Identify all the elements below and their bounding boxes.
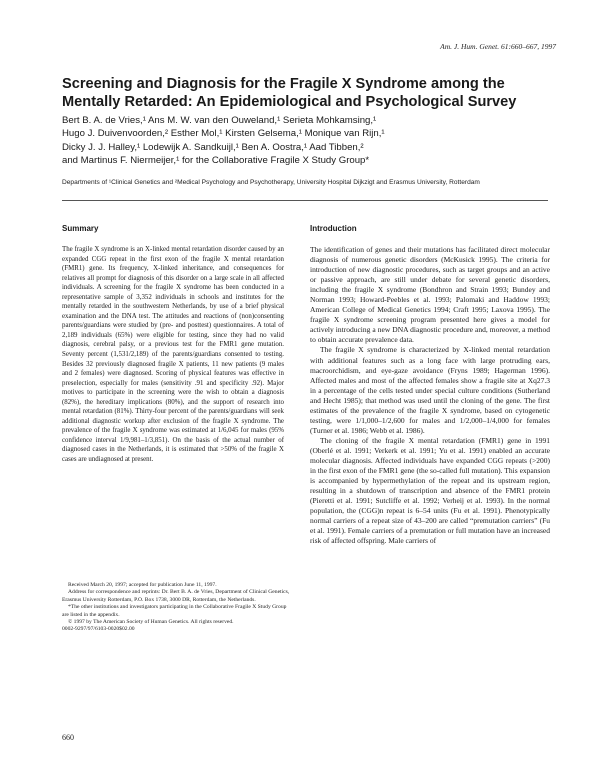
summary-heading: Summary bbox=[62, 224, 99, 233]
author-line: Hugo J. Duivenvoorden,² Esther Mol,¹ Kirsten Gelsema,¹ Monique van Rijn,¹ bbox=[62, 128, 385, 140]
intro-paragraph: The cloning of the fragile X mental retardation (FMR1) gene in 1991 (Oberlé et al. 1991; Verkerk et al. 1991; Yu et al. 1991) enabled an accurate molecular diagnosis. Affected individuals have expanded CGG repeats (>200) in the first exon of the FMR1 gene (the so-called full mutation). This expansion is accompanied by hypermethylation of the repeat and its upstream region, resulting in a shutdown of transcription and absence of the FMR1 protein (Pieretti et al. 1991; Sutcliffe et al. 1992; Verheij et al. 1993). In the normal population, the (CGG)n repeat is 6–54 units (Fu et al. 1991). Phenotypically normal carriers of a repeat size of 43–200 are called “premutation carriers” (Fu et al. 1991). Female carriers of a premutation or full mutation have an increased risk of affected offspring. Male carriers of bbox=[310, 435, 550, 546]
intro-paragraph: The identification of genes and their mutations has facilitated direct molecular diagnosis of numerous genetic disorders (McKusick 1995). The criteria for introduction of new diagnostic procedures, such as target groups and an active or passive approach, are still under debate for several genetic disorders, including the fragile X syndrome (Bondhron and Strain 1993; Bundey and Norman 1993; Howard-Peebles et al. 1993; Palomaki and Haddow 1993; American College of Medical Genetics 1994; Craft 1995; Laxova 1995). The fragile X syndrome screening program presented here gives a model for actively introducing a new DNA diagnostic procedure and, moreover, a method to obtain accurate prevalence data. bbox=[310, 245, 550, 345]
footnotes bbox=[62, 582, 292, 634]
page-number: 660 bbox=[62, 733, 74, 742]
author-line: and Martinus F. Niermeijer,¹ for the Collaborative Fragile X Study Group* bbox=[62, 155, 370, 167]
collaborators-note: *The other institutions and investigators participating in the Collaborative Fragile X Study Group are listed in the appendix. bbox=[62, 604, 287, 618]
author-list bbox=[62, 114, 542, 168]
summary-text: The fragile X syndrome is an X-linked mental retardation disorder caused by an expanded CGG repeat in the first exon of the fragile X mental retardation (FMR1) gene. Its frequency, X-linked inheritance, and consequences for relatives all prompt for diagnosis of this disorder on a large scale in all affected individuals. A screening for the fragile X syndrome has been conducted in a representative sample of 3,352 individuals in schools and institutes for the mentally retarded in the southwestern Netherlands, by use of a brief physical examination and the DNA test. The attitudes and reactions of (non)consenting parents/guardians were studied by (pre- and posttest) questionnaires. A total of 2,189 individuals (65%) were eligible for testing, since they had no valid diagnosis, cerebral palsy, or a previous test for the FMR1 gene mutation. Seventy percent (1,531/2,189) of the parents/guardians consented to testing. Besides 32 previously diagnosed fragile X patients, 11 new patients (9 males and 2 females) were diagnosed. Scoring of physical features was effective in preselection, especially for males (sensitivity .91 and specificity .92). Major motives to participate in the screening were the wish to obtain a diagnosis (82%), the hereditary implications (80%), and the support of research into mental retardation (81%). Thirty-four percent of the parents/guardians will seek additional diagnostic workup after exclusion of the fragile X syndrome. The prevalence of the fragile X syndrome was estimated at 1/6,045 for males (95% confidence interval 1/9,981–1/3,851). On the basis of the actual number of diagnosed cases in the Netherlands, it is estimated that >50% of the fragile X cases are undiagnosed at present. bbox=[62, 246, 284, 464]
article-title: Screening and Diagnosis for the Fragile X Syndrome among the Mentally Retarded: An Epidemiological and Psychological Survey bbox=[62, 76, 517, 110]
journal-reference: Am. J. Hum. Genet. 61:660–667, 1997 bbox=[440, 42, 556, 51]
copyright-note: © 1997 by The American Society of Human Genetics. All rights reserved. bbox=[68, 619, 234, 626]
affiliation: Departments of ¹Clinical Genetics and ²Medical Psychology and Psychotherapy, University Hospital Dijkzigt and Erasmus University, Rotterdam bbox=[62, 179, 480, 186]
intro-paragraph: The fragile X syndrome is characterized by X-linked mental retardation with additional features such as a long face with large protruding ears, macroorchidism, and eye-gaze avoidance (Fryns 1989; Hagerman 1996). Affected males and most of the affected females show a fragile site at Xq27.3 in a percentage of the cells tested under special culture conditions (Sutherland and Hecht 1985); that method was used until the cloning of the gene. The first estimates of the prevalence of the fragile X syndrome, based on cytogenetic testing, were 1/1,000–1/2,600 for males and 1/2,000–1/4,000 for females (Turner et al. 1986; Webb et al. 1986). bbox=[310, 345, 550, 435]
introduction-heading: Introduction bbox=[310, 224, 357, 233]
author-line: Bert B. A. de Vries,¹ Ans M. W. van den Ouweland,¹ Serieta Mohkamsing,¹ bbox=[62, 115, 377, 126]
issn-note: 0002-9297/97/6103-0020$02.00 bbox=[62, 626, 135, 633]
received-note: Received March 20, 1997; accepted for publication June 11, 1997. bbox=[68, 582, 217, 588]
author-line: Dicky J. J. Halley,¹ Lodewijk A. Sandkuijl,¹ Ben A. Oostra,¹ Aad Tibben,² bbox=[62, 141, 364, 153]
right-column bbox=[310, 224, 550, 546]
correspondence-note: Address for correspondence and reprints: Dr. Bert B. A. de Vries, Department of Clinical Genetics, Erasmus University Rotterdam, P.O. Box 1738, 3000 DR, Rotterdam, the Netherlands. bbox=[62, 589, 290, 603]
left-column bbox=[62, 224, 284, 465]
header-divider bbox=[62, 200, 548, 201]
